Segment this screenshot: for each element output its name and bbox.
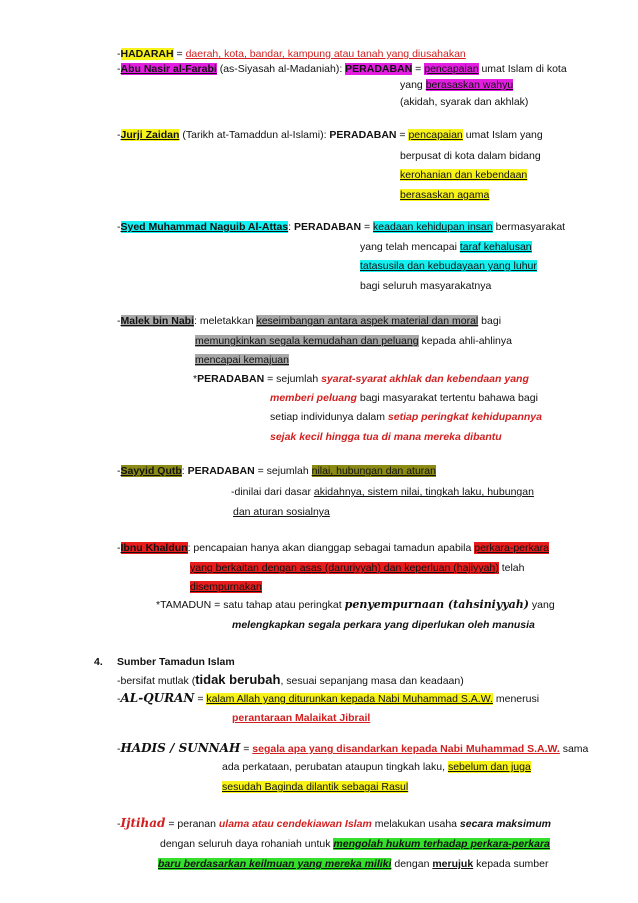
equals: = [396,129,409,141]
nabi-line-2 [195,334,512,348]
equals: = [240,743,253,755]
attas-line-3 [360,259,537,273]
attas-def-rest: bermasyarakat [492,221,566,233]
quran-term: AL-QURAN [120,691,195,705]
hadis-line-2 [222,760,531,774]
ijtihad-line-2 [160,837,550,851]
nabi-red-1: syarat-syarat akhlak dan kebendaan yang [321,373,529,385]
hadis-rest: sama [559,743,589,755]
zaidan-def-rest: umat Islam yang [462,129,543,141]
section-number: 4. [94,656,103,668]
attas-line-2-hl: taraf kehalusan [459,241,532,253]
hadis-hl: segala apa yang disandarkan kepada Nabi Muhammad S.A.W. [252,743,560,755]
qutb-term: PERADABAN [187,465,255,477]
khaldun-line-4-rest: yang [528,599,555,611]
zaidan-line-1: -Jurji Zaidan (Tarikh at-Tamaddun al-Islami): PERADABAN = pencapaian umat Islam yang [117,129,543,141]
equals: = [412,63,425,75]
farabi-def-rest: umat Islam di kota [478,63,567,75]
attas-line-2-text: yang telah mencapai [360,241,460,253]
qutb-line-2 [231,485,534,499]
ijtihad-line-3 [158,857,548,871]
qutb-line-3-u: dan aturan sosialnya [233,506,330,518]
ijtihad-line-3-rest: kepada sumber [473,858,549,870]
farabi-source: (as-Siyasah al-Madaniah): [216,63,346,75]
qutb-line-3 [233,505,330,519]
nabi-line-2-rest: kepada ahli-ahlinya [418,335,512,347]
nabi-red-3: setiap peringkat kehidupannya [387,411,542,423]
sumber-text-2: , sesuai sepanjang masa dan keadaan) [280,675,464,687]
nabi-term: PERADABAN [197,373,265,385]
hadarah-line: -HADARAH = daerah, kota, bandar, kampung atau tanah yang diusahakan [117,48,466,60]
nabi-line-2-hl: memungkinkan segala kemudahan dan peluang [195,335,419,347]
ijtihad-line-3-hl: baru berdasarkan keilmuan yang mereka miliki [158,858,392,870]
khaldun-line-1: -Ibnu Khaldun: pencapaian hanya akan dianggap sebagai tamadun apabila perkara-perkara [117,542,549,554]
khaldun-hl-3: disempurnakan [190,581,262,593]
khaldun-line-4 [156,598,555,612]
khaldun-sep: : pencapaian hanya akan dianggap sebagai tamadun apabila [187,542,475,554]
hadis-line-1 [117,741,588,756]
ijtihad-line-1 [117,816,551,831]
separator: : [288,221,294,233]
nabi-sep: : meletakkan [194,315,257,327]
zaidan-name: Jurji Zaidan [120,129,180,141]
farabi-name: Abu Nasir al-Farabi [120,63,217,75]
khaldun-line-2 [190,561,524,575]
quran-rest: menerusi [492,693,540,705]
khaldun-line-2-rest: telah [498,562,525,574]
sumber-text-1: -bersifat mutlak ( [117,675,196,687]
farabi-line-2-text: yang [400,79,426,91]
nabi-line-3 [195,353,289,367]
farabi-def-hl: pencapaian [424,63,479,75]
hadis-line-3-hl: sesudah Baginda dilantik sebagai Rasul [222,781,409,793]
equals: = [194,693,207,705]
dash: - [117,743,121,755]
zaidan-line-4 [400,188,489,202]
nabi-rest: bagi [478,315,502,327]
nabi-line-6-text: setiap individunya dalam [270,411,388,423]
khaldun-hl-1: perkara-perkara [474,542,549,554]
nabi-line-3-hl: mencapai kemajuan [195,354,289,366]
hadarah-term: HADARAH [120,48,174,60]
ijtihad-term: Ijtihad [120,816,166,830]
quran-line-2: perantaraan Malaikat Jibrail [232,712,371,724]
ijtihad-merujuk: merujuk [432,858,474,870]
nabi-hl-1: keseimbangan antara aspek material dan moral [256,315,479,327]
qutb-line-2-text: -dinilai dari dasar [231,486,314,498]
dash: - [117,693,121,705]
zaidan-line-2: berpusat di kota dalam bidang [400,150,541,162]
nabi-red-2: memberi peluang [270,392,357,404]
zaidan-line-4-hl: berasaskan agama [400,189,490,201]
attas-name: Syed Muhammad Naguib Al-Attas [120,221,289,233]
ijtihad-line-3-text: dengan [391,858,433,870]
dash: - [117,818,121,830]
nabi-line-5-rest: bagi masyarakat tertentu bahawa bagi [356,392,538,404]
qutb-name: Sayyid Qutb [120,465,182,477]
attas-def-hl: keadaan kehidupan insan [373,221,493,233]
farabi-term: PERADABAN [345,63,413,75]
attas-line-1: -Syed Muhammad Naguib Al-Attas: PERADABAN = keadaan kehidupan insan bermasyarakat [117,221,566,233]
nabi-red-4: sejak kecil hingga tua di mana mereka dibantu [270,431,502,443]
nabi-line-1: -Malek bin Nabi: meletakkan keseimbangan antara aspek material dan moral bagi [117,315,502,327]
asterisk: * [193,373,198,385]
qutb-line-1: -Sayyid Qutb: PERADABAN = sejumlah nilai, hubungan dan aturan [117,465,436,477]
sumber-line-1 [117,673,464,688]
ijtihad-line-2-hl: mengolah hukum terhadap perkara-perkara [333,838,550,850]
ijtihad-bold-2: secara maksimum [459,818,551,830]
zaidan-source: (Tarikh at-Tamaddun al-Islami): [179,129,330,141]
nabi-line-6 [270,410,542,424]
nabi-eq: = sejumlah [264,373,322,385]
farabi-line-2-hl: berasaskan wahyu [425,79,514,91]
sumber-big: tidak berubah [195,672,281,687]
quran-line-1 [117,691,539,706]
khaldun-name: Ibnu Khaldun [120,542,188,554]
ijtihad-red-1: ulama atau cendekiawan Islam [218,818,372,830]
hadis-term: HADIS / SUNNAH [120,741,241,755]
nabi-line-4 [193,372,529,386]
quran-hl: kalam Allah yang diturunkan kepada Nabi Muhammad S.A.W. [206,693,493,705]
hadis-line-2-text: ada perkataan, perubatan ataupun tingkah laku, [222,761,448,773]
ijtihad-line-2-text: dengan seluruh daya rohaniah untuk [160,838,334,850]
attas-line-3-hl: tatasusila dan kebudayaan yang luhur [360,260,537,272]
khaldun-line-3 [190,580,262,594]
section-title: Sumber Tamadun Islam [117,656,235,668]
hadarah-definition: daerah, kota, bandar, kampung atau tanah yang diusahakan [185,48,466,60]
qutb-line-2-u: akidahnya, sistem nilai, tingkah laku, hubungan [313,486,534,498]
qutb-eq: = sejumlah [254,465,312,477]
attas-line-4: bagi seluruh masyarakatnya [360,280,492,292]
khaldun-hl-2: yang berkaitan dengan asas (daruriyyah) dan keperluan (hajiyyah) [190,562,499,574]
zaidan-term: PERADABAN [329,129,397,141]
nabi-name: Malek bin Nabi [120,315,195,327]
hadis-line-3 [222,780,408,794]
attas-line-2 [360,240,532,254]
ijtihad-eq: = peranan [165,818,219,830]
farabi-line-2 [400,78,513,92]
zaidan-line-3 [400,168,527,182]
farabi-line-3: (akidah, syarak dan akhlak) [400,96,529,108]
khaldun-line-5: melengkapkan segala perkara yang diperlukan oleh manusia [232,619,535,631]
khaldun-fancy: penyempurnaan (tahsiniyyah) [344,598,529,611]
zaidan-line-3-hl: kerohanian dan kebendaan [400,169,528,181]
hadis-line-2-hl: sebelum dan juga [447,761,531,773]
equals: = [361,221,374,233]
nabi-line-7 [270,430,502,444]
zaidan-def-hl: pencapaian [408,129,463,141]
equals: = [173,48,186,60]
farabi-line-1: -Abu Nasir al-Farabi (as-Siyasah al-Madaniah): PERADABAN = pencapaian umat Islam di kota [117,63,567,75]
separator: : [181,465,188,477]
khaldun-line-4-text: *TAMADUN = satu tahap atau peringkat [156,599,345,611]
ijtihad-mid: melakukan usaha [371,818,460,830]
qutb-hl: nilai, hubungan dan aturan [311,465,436,477]
attas-term: PERADABAN [293,221,362,233]
nabi-line-5 [270,391,538,405]
